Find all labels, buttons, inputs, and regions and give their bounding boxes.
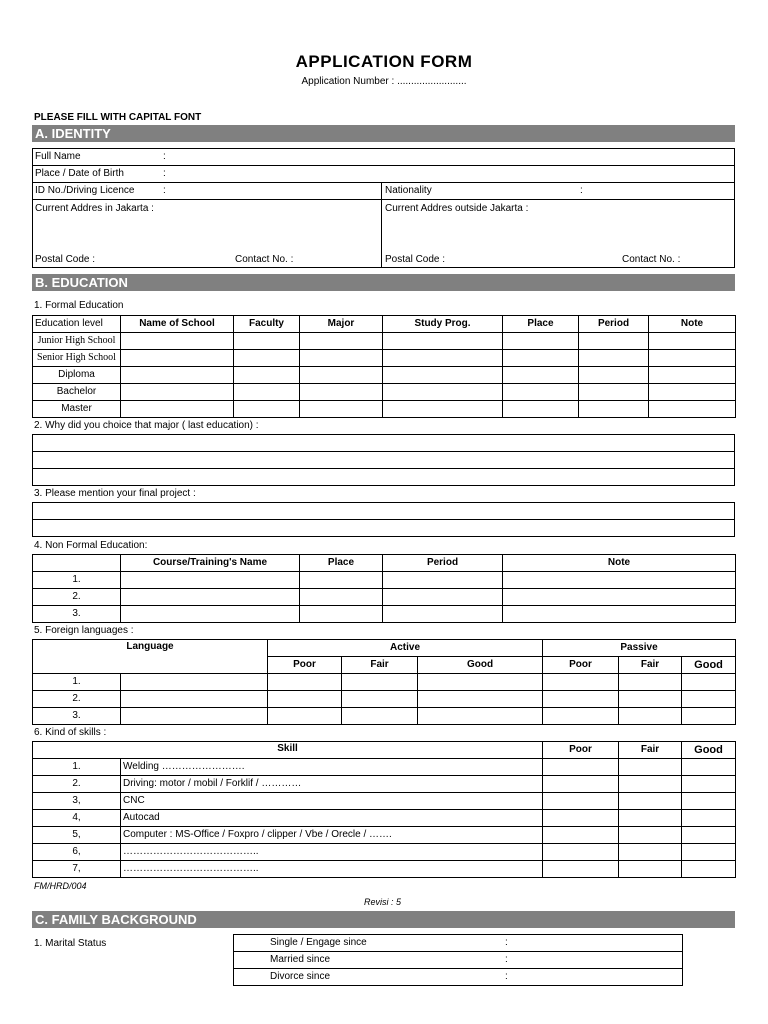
row-number: 2. [33, 691, 121, 708]
header-nf-period: Period [383, 555, 503, 572]
postal-code-jakarta-label: Postal Code : [35, 254, 96, 265]
skill-autocad: Autocad [121, 810, 543, 827]
fill-instruction: PLEASE FILL WITH CAPITAL FONT [34, 112, 202, 123]
addr-jakarta-label: Current Addres in Jakarta : [35, 203, 154, 214]
section-identity: A. IDENTITY [32, 125, 735, 142]
id-no-field[interactable] [170, 183, 378, 198]
header-education-level: Education level [33, 316, 121, 333]
final-project-label: 3. Please mention your final project : [34, 488, 196, 499]
header-nf-place: Place [300, 555, 383, 572]
skill-other-2[interactable]: ………………………………….. [121, 861, 543, 878]
header-name-of-school: Name of School [121, 316, 234, 333]
skills-label: 6. Kind of skills : [34, 727, 107, 738]
nationality-label: Nationality [385, 185, 432, 196]
header-active-poor: Poor [268, 657, 342, 674]
header-skill-good: Good [682, 742, 736, 759]
section-education: B. EDUCATION [32, 274, 735, 291]
final-project-lines [32, 502, 735, 537]
table-row [33, 810, 736, 827]
table-row [33, 861, 736, 878]
application-number: Application Number : ......................... [301, 76, 467, 87]
addr-jakarta-field[interactable] [35, 217, 377, 251]
row-number: 2. [33, 589, 121, 606]
marital-status-label: 1. Marital Status [34, 938, 107, 949]
level-junior-high: Junior High School [33, 333, 121, 350]
table-row [33, 674, 736, 691]
marital-status-table [233, 934, 683, 986]
header-place: Place [503, 316, 579, 333]
skill-computer: Computer : MS-Office / Foxpro / clipper / Vbe / Orecle / ……. [121, 827, 543, 844]
why-major-line-3[interactable] [33, 469, 735, 486]
languages-label: 5. Foreign languages : [34, 625, 134, 636]
nationality-colon: : [580, 185, 583, 196]
languages-table [32, 639, 736, 725]
header-course-name: Course/Training's Name [121, 555, 300, 572]
header-study-prog: Study Prog. [383, 316, 503, 333]
formal-education-label: 1. Formal Education [34, 300, 124, 311]
table-row [33, 827, 736, 844]
header-major: Major [300, 316, 383, 333]
id-no-label: ID No./Driving Licence [35, 185, 135, 196]
marital-married-label: Married since [270, 954, 331, 965]
row-number: 1. [33, 674, 121, 691]
table-row [234, 969, 683, 986]
section-family: C. FAMILY BACKGROUND [32, 911, 735, 928]
header-active: Active [268, 640, 543, 657]
formal-education-table [32, 315, 736, 418]
table-row [33, 350, 736, 367]
table-row [33, 708, 736, 725]
header-active-fair: Fair [342, 657, 418, 674]
marital-colon: : [505, 971, 508, 982]
table-row [33, 572, 736, 589]
row-number: 5, [33, 827, 121, 844]
header-passive-good: Good [682, 657, 736, 674]
table-row [234, 935, 683, 952]
final-project-line-1[interactable] [33, 503, 735, 520]
row-number: 1. [33, 572, 121, 589]
full-name-field[interactable] [170, 149, 730, 164]
addr-outside-label: Current Addres outside Jakarta : [385, 203, 529, 214]
addr-outside-field[interactable] [385, 217, 730, 251]
nationality-field[interactable] [588, 183, 731, 198]
table-row [33, 367, 736, 384]
row-number: 3. [33, 708, 121, 725]
form-code: FM/HRD/004 [34, 881, 87, 891]
header-nf-note: Note [503, 555, 736, 572]
row-number: 4, [33, 810, 121, 827]
place-dob-field[interactable] [170, 166, 730, 181]
row-number: 2. [33, 776, 121, 793]
header-passive: Passive [543, 640, 736, 657]
table-row [33, 384, 736, 401]
contact-no-outside-label: Contact No. : [622, 254, 681, 265]
id-no-colon: : [163, 185, 166, 196]
postal-code-outside-label: Postal Code : [385, 254, 446, 265]
table-row [33, 776, 736, 793]
marital-single-label: Single / Engage since [270, 937, 367, 948]
place-dob-label: Place / Date of Birth [35, 168, 124, 179]
header-period: Period [579, 316, 649, 333]
skill-other-1[interactable]: ………………………………….. [121, 844, 543, 861]
table-row [234, 952, 683, 969]
table-row [33, 606, 736, 623]
level-master: Master [33, 401, 121, 418]
full-name-label: Full Name [35, 151, 81, 162]
why-major-lines [32, 434, 735, 486]
skill-driving: Driving: motor / mobil / Forklif / ………… [121, 776, 543, 793]
skills-table [32, 741, 736, 878]
nonformal-label: 4. Non Formal Education: [34, 540, 148, 551]
level-diploma: Diploma [33, 367, 121, 384]
header-skill-poor: Poor [543, 742, 619, 759]
header-active-good: Good [418, 657, 543, 674]
row-number: 3. [33, 606, 121, 623]
row-number: 3, [33, 793, 121, 810]
table-row [33, 589, 736, 606]
level-bachelor: Bachelor [33, 384, 121, 401]
final-project-line-2[interactable] [33, 520, 735, 537]
nonformal-table [32, 554, 736, 623]
table-row [33, 401, 736, 418]
skill-welding: Welding ……………………. [121, 759, 543, 776]
row-number: 6, [33, 844, 121, 861]
contact-no-jakarta-label: Contact No. : [235, 254, 294, 265]
table-row [33, 759, 736, 776]
table-row [33, 691, 736, 708]
table-row [33, 844, 736, 861]
full-name-colon: : [163, 151, 166, 162]
header-faculty: Faculty [234, 316, 300, 333]
why-major-line-1[interactable] [33, 435, 735, 452]
header-passive-poor: Poor [543, 657, 619, 674]
header-passive-fair: Fair [619, 657, 682, 674]
level-senior-high: Senior High School [33, 350, 121, 367]
why-major-line-2[interactable] [33, 452, 735, 469]
table-row [33, 333, 736, 350]
place-dob-colon: : [163, 168, 166, 179]
table-row [33, 793, 736, 810]
header-skill: Skill [33, 742, 543, 759]
header-skill-fair: Fair [619, 742, 682, 759]
form-title: APPLICATION FORM [295, 52, 473, 71]
marital-divorce-label: Divorce since [270, 971, 331, 982]
marital-colon: : [505, 954, 508, 965]
header-note: Note [649, 316, 736, 333]
why-major-label: 2. Why did you choice that major ( last education) : [34, 420, 259, 431]
header-language: Language [33, 640, 268, 674]
row-number: 7, [33, 861, 121, 878]
skill-cnc: CNC [121, 793, 543, 810]
marital-colon: : [505, 937, 508, 948]
row-number: 1. [33, 759, 121, 776]
revision-number: Revisi : 5 [364, 897, 402, 907]
